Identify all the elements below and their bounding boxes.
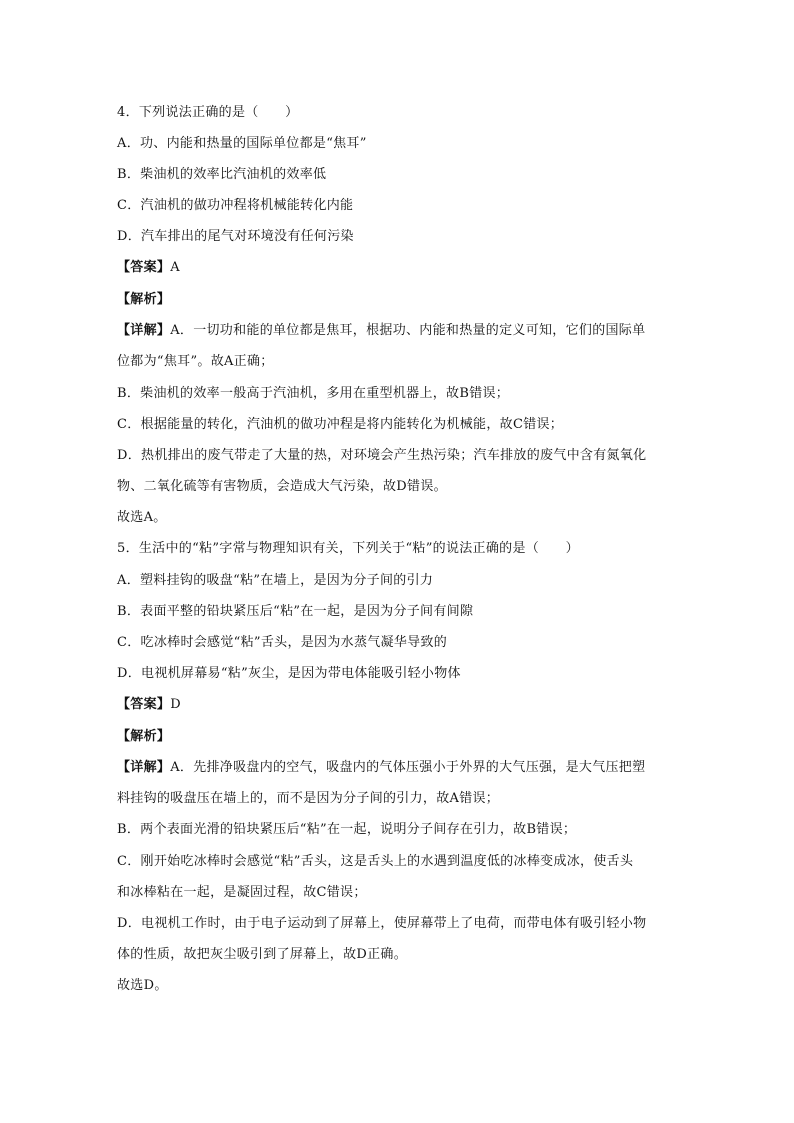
q5-detail-line5: 和冰棒粘在一起，是凝固过程，故C错误； — [117, 885, 367, 900]
q5-detail-line2: 料挂钩的吸盘压在墙上的，而不是因为分子间的引力，故A错误； — [117, 791, 500, 806]
q4-option-c: C．汽油机的做功冲程将机械能转化内能 — [117, 198, 354, 213]
q4-answer — [117, 260, 180, 276]
q4-detail-line6: 物、二氧化硫等有害物质，会造成大气污染，故D错误。 — [117, 479, 447, 494]
q5-answer-value: D — [170, 697, 181, 712]
q5-conclusion: 故选D。 — [117, 978, 168, 993]
q4-detail-line3: B．柴油机的效率一般高于汽油机，多用在重型机器上，故B错误； — [117, 386, 510, 401]
q4-detail-line2: 位都为“焦耳”。故A正确； — [117, 354, 274, 369]
q4-conclusion: 故选A。 — [117, 510, 167, 525]
q5-detail-text1: A．先排净吸盘内的空气，吸盘内的气体压强小于外界的大气压强，是大气压把塑 — [170, 760, 646, 775]
q4-detail-text1: A．一切功和能的单位都是焦耳，根据功、内能和热量的定义可知，它们的国际单 — [170, 323, 646, 338]
q4-detail-tag: 【详解】 — [117, 323, 171, 338]
q5-detail-tag: 【详解】 — [117, 760, 171, 775]
q5-option-d: D．电视机屏幕易“粘”灰尘，是因为带电体能吸引轻小物体 — [117, 666, 461, 681]
q5-detail-line3: B．两个表面光滑的铅块紧压后“粘”在一起，说明分子间存在引力，故B错误； — [117, 822, 577, 837]
q4-analysis-tag: 【解析】 — [117, 292, 171, 307]
q5-detail-line1 — [117, 760, 645, 776]
q4-detail-line1 — [117, 323, 645, 339]
q4-answer-value: A — [170, 260, 180, 275]
q4-option-b: B．柴油机的效率比汽油机的效率低 — [117, 167, 327, 182]
q4-option-d: D．汽车排出的尾气对环境没有任何污染 — [117, 229, 354, 244]
q4-answer-tag: 【答案】 — [117, 260, 171, 275]
q4-option-a: A．功、内能和热量的国际单位都是“焦耳” — [117, 136, 367, 151]
q5-option-c: C．吃冰棒时会感觉“粘”舌头，是因为水蒸气凝华导致的 — [117, 635, 448, 650]
q5-detail-line4: C．刚开始吃冰棒时会感觉“粘”舌头，这是舌头上的水遇到温度低的冰棒变成冰，使舌头 — [117, 854, 634, 869]
q5-answer — [117, 697, 181, 713]
q5-option-a: A．塑料挂钩的吸盘“粘”在墙上，是因为分子间的引力 — [117, 573, 434, 588]
q5-stem: 5．生活中的“粘”字常与物理知识有关，下列关于“粘”的说法正确的是（ ） — [117, 541, 579, 556]
q5-answer-tag: 【答案】 — [117, 697, 171, 712]
q5-detail-line7: 体的性质，故把灰尘吸引到了屏幕上，故D正确。 — [117, 947, 408, 962]
q5-option-b: B．表面平整的铅块紧压后“粘”在一起，是因为分子间有间隙 — [117, 604, 474, 619]
q4-stem: 4．下列说法正确的是（ ） — [117, 105, 299, 120]
q5-analysis-tag: 【解析】 — [117, 729, 171, 744]
q4-detail-line5: D．热机排出的废气带走了大量的热，对环境会产生热污染；汽车排放的废气中含有氮氧化 — [117, 448, 647, 463]
q4-detail-line4: C．根据能量的转化，汽油机的做功冲程是将内能转化为机械能，故C错误； — [117, 417, 564, 432]
q5-detail-line6: D．电视机工作时，由于电子运动到了屏幕上，使屏幕带上了电荷，而带电体有吸引轻小物 — [117, 916, 647, 931]
